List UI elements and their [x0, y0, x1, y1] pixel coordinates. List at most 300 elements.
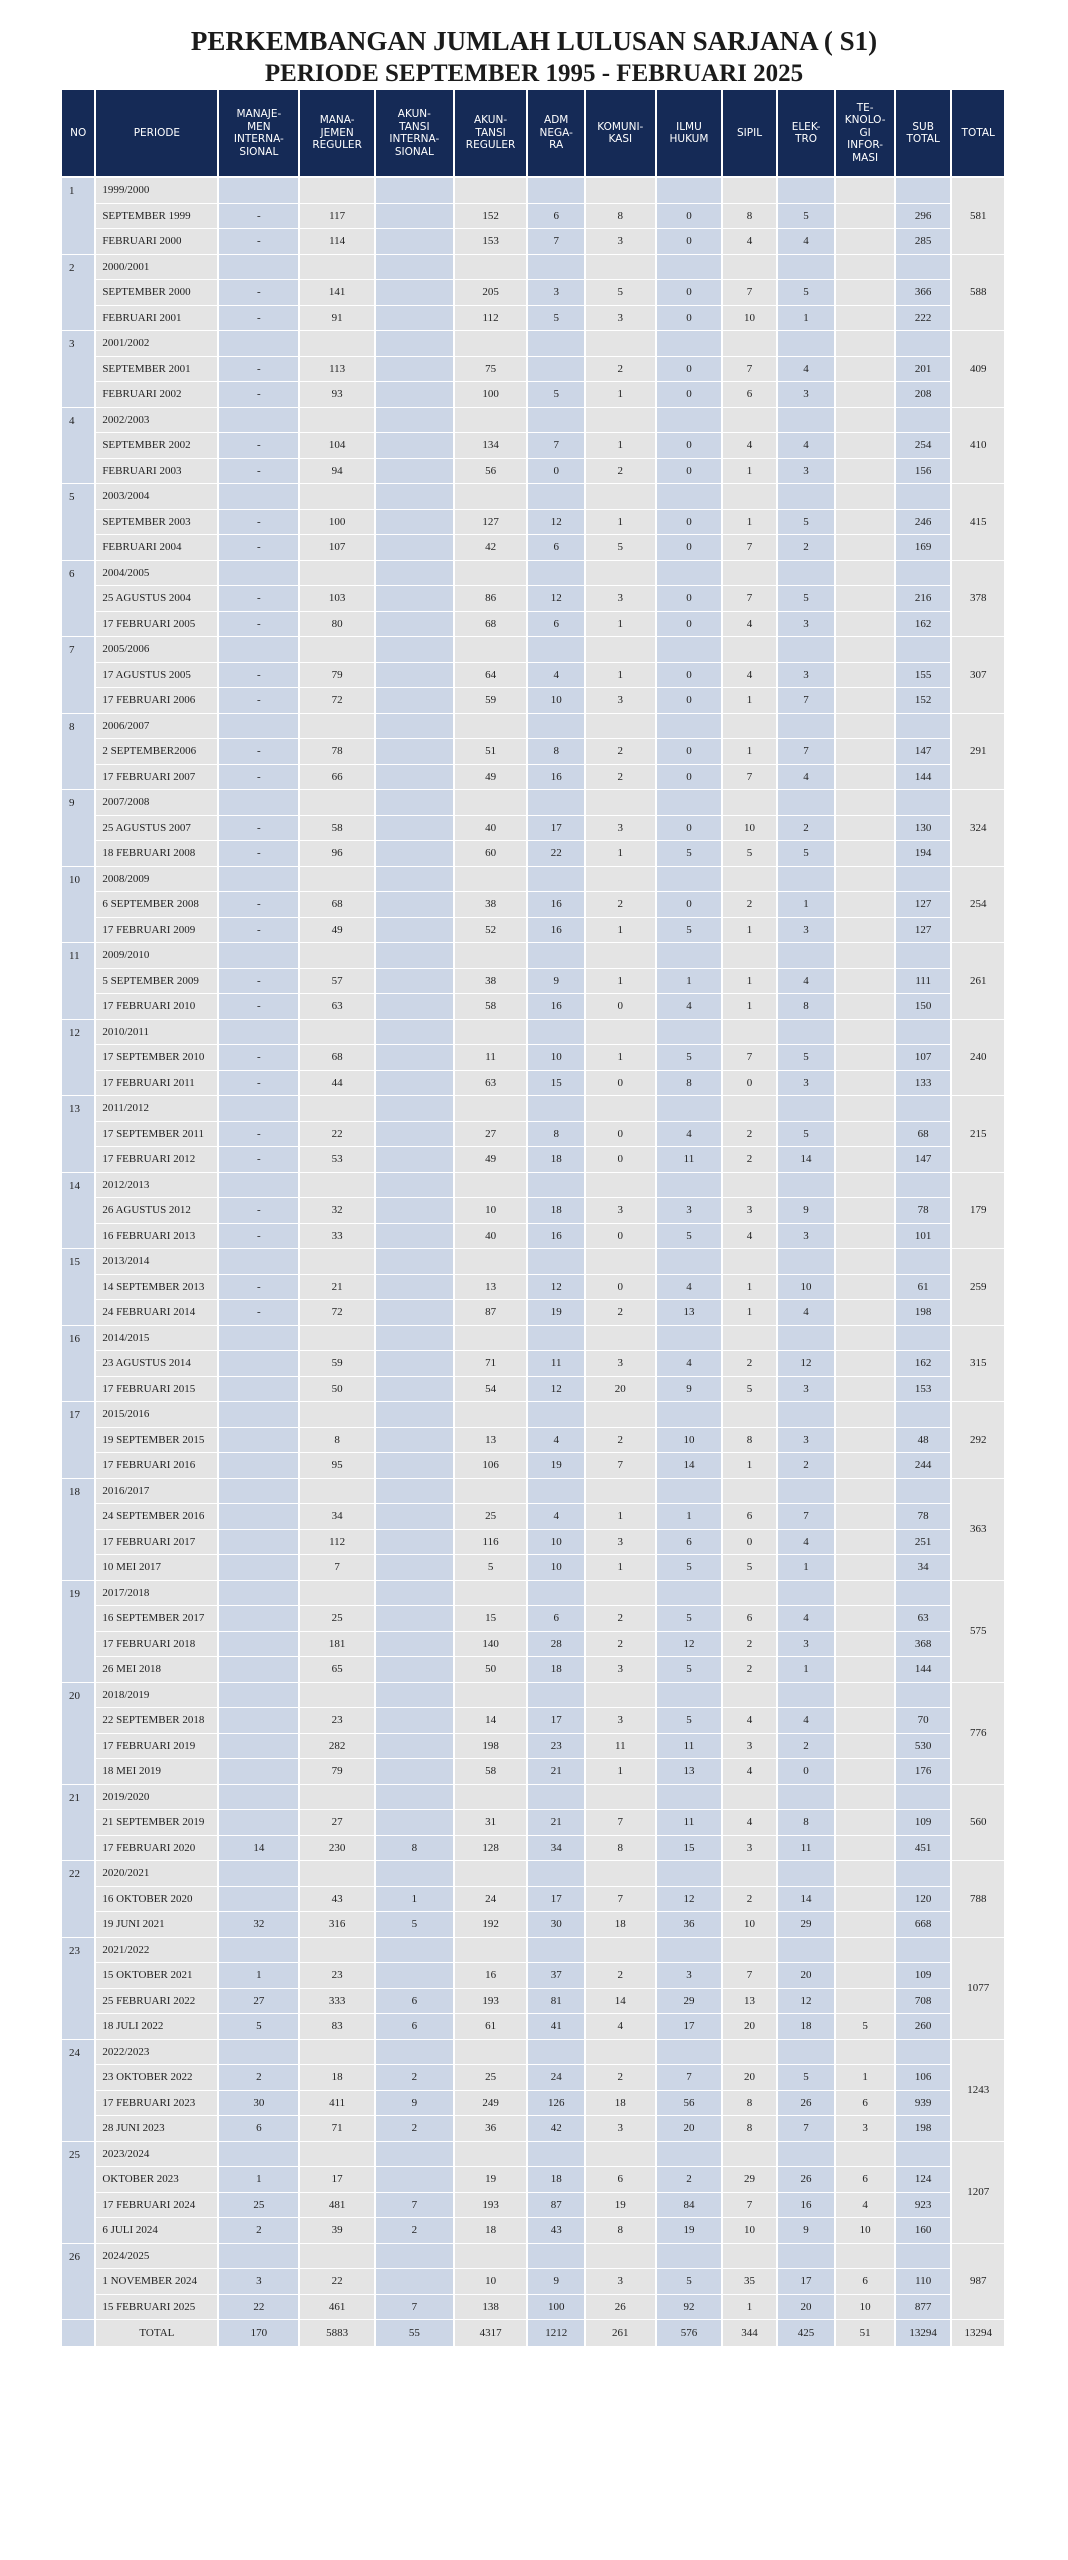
value-cell: 7	[299, 1555, 375, 1581]
year-total: 363	[951, 1478, 1005, 1580]
value-cell	[375, 1606, 454, 1632]
value-cell: 44	[299, 1070, 375, 1096]
value-cell: 1	[585, 968, 656, 994]
value-cell: 1	[375, 1886, 454, 1912]
value-cell	[454, 331, 528, 357]
value-cell: 198	[454, 1733, 528, 1759]
value-cell: 1	[585, 509, 656, 535]
value-cell	[835, 1274, 895, 1300]
period-label: 24 FEBRUARI 2014	[95, 1300, 218, 1326]
period-label: SEPTEMBER 2001	[95, 356, 218, 382]
value-cell	[375, 1963, 454, 1989]
grand-total-value: 4317	[454, 2320, 528, 2347]
row-number: 11	[62, 943, 95, 1020]
value-cell	[835, 382, 895, 408]
value-cell	[722, 1478, 777, 1504]
value-cell	[722, 1249, 777, 1275]
value-cell: 6	[835, 2090, 895, 2116]
value-cell	[585, 560, 656, 586]
value-cell: 1	[722, 968, 777, 994]
value-cell: 198	[895, 2116, 952, 2142]
value-cell: 7	[722, 764, 777, 790]
value-cell	[218, 1733, 299, 1759]
period-label: 26 MEI 2018	[95, 1657, 218, 1683]
value-cell: 2	[777, 535, 836, 561]
value-cell: 64	[454, 662, 528, 688]
value-cell	[375, 917, 454, 943]
value-cell: 155	[895, 662, 952, 688]
value-cell	[375, 1121, 454, 1147]
value-cell	[527, 713, 585, 739]
period-label: 6 SEPTEMBER 2008	[95, 892, 218, 918]
value-cell: 93	[299, 382, 375, 408]
year-total: 415	[951, 484, 1005, 561]
value-cell	[835, 994, 895, 1020]
value-cell: 13	[656, 1300, 723, 1326]
value-cell: 176	[895, 1759, 952, 1785]
value-cell: 3	[656, 1198, 723, 1224]
value-cell: -	[218, 1045, 299, 1071]
value-cell: 58	[299, 815, 375, 841]
value-cell: 52	[454, 917, 528, 943]
value-cell: 0	[722, 1070, 777, 1096]
value-cell	[895, 560, 952, 586]
value-cell: 5	[656, 1606, 723, 1632]
value-cell: -	[218, 739, 299, 765]
value-cell: 19	[527, 1453, 585, 1479]
period-label: 5 SEPTEMBER 2009	[95, 968, 218, 994]
value-cell: 208	[895, 382, 952, 408]
column-header: MANAJE- MEN INTERNA- SIONAL	[218, 90, 299, 177]
value-cell	[527, 637, 585, 663]
value-cell	[375, 1784, 454, 1810]
value-cell: 4	[777, 1529, 836, 1555]
value-cell: 4	[777, 1300, 836, 1326]
period-label: 19 SEPTEMBER 2015	[95, 1427, 218, 1453]
value-cell	[375, 1351, 454, 1377]
grand-total-sum: 13294	[951, 2320, 1005, 2347]
value-cell: 25	[454, 2065, 528, 2091]
value-cell: 0	[656, 662, 723, 688]
value-cell	[656, 2141, 723, 2167]
period-row	[62, 356, 1005, 382]
value-cell	[218, 254, 299, 280]
value-cell	[722, 1325, 777, 1351]
value-cell	[375, 739, 454, 765]
period-row	[62, 815, 1005, 841]
value-cell	[218, 1580, 299, 1606]
value-cell: 10	[656, 1427, 723, 1453]
value-cell	[454, 1325, 528, 1351]
value-cell: 193	[454, 2192, 528, 2218]
value-cell	[454, 1478, 528, 1504]
column-header: ILMU HUKUM	[656, 90, 723, 177]
value-cell	[895, 177, 952, 203]
value-cell	[375, 560, 454, 586]
value-cell	[835, 433, 895, 459]
value-cell	[585, 2141, 656, 2167]
value-cell: -	[218, 305, 299, 331]
value-cell	[835, 1682, 895, 1708]
value-cell	[218, 2141, 299, 2167]
period-label: 17 FEBRUARI 2020	[95, 1835, 218, 1861]
value-cell: 2	[722, 1886, 777, 1912]
value-cell	[656, 1682, 723, 1708]
value-cell: 37	[527, 1963, 585, 1989]
year-row	[62, 1784, 1005, 1810]
value-cell	[454, 1249, 528, 1275]
period-row	[62, 535, 1005, 561]
value-cell: 249	[454, 2090, 528, 2116]
value-cell	[218, 177, 299, 203]
value-cell	[299, 1172, 375, 1198]
value-cell: 87	[454, 1300, 528, 1326]
value-cell: 5	[777, 1121, 836, 1147]
value-cell	[218, 1810, 299, 1836]
value-cell: 29	[722, 2167, 777, 2193]
value-cell: 5	[527, 305, 585, 331]
period-label: 15 FEBRUARI 2025	[95, 2294, 218, 2320]
value-cell	[299, 1478, 375, 1504]
value-cell: 28	[527, 1631, 585, 1657]
period-label: 17 FEBRUARI 2016	[95, 1453, 218, 1479]
value-cell: 3	[585, 586, 656, 612]
value-cell	[835, 1886, 895, 1912]
year-total: 987	[951, 2243, 1005, 2320]
value-cell: 4	[722, 1223, 777, 1249]
value-cell	[722, 1096, 777, 1122]
row-number: 12	[62, 1019, 95, 1096]
value-cell	[218, 1019, 299, 1045]
value-cell	[218, 1937, 299, 1963]
value-cell: 2	[585, 1631, 656, 1657]
value-cell: 13	[656, 1759, 723, 1785]
value-cell	[454, 637, 528, 663]
value-cell: -	[218, 968, 299, 994]
value-cell	[218, 1682, 299, 1708]
value-cell: 10	[777, 1274, 836, 1300]
value-cell: 21	[527, 1759, 585, 1785]
value-cell	[835, 535, 895, 561]
value-cell	[375, 2243, 454, 2269]
value-cell	[656, 637, 723, 663]
value-cell: 127	[895, 892, 952, 918]
value-cell: 20	[722, 2014, 777, 2040]
value-cell	[218, 1529, 299, 1555]
value-cell	[375, 280, 454, 306]
value-cell: 8	[656, 1070, 723, 1096]
value-cell: 2	[585, 2065, 656, 2091]
value-cell	[375, 841, 454, 867]
value-cell: 32	[218, 1912, 299, 1938]
value-cell	[375, 1759, 454, 1785]
period-row	[62, 994, 1005, 1020]
value-cell: 104	[299, 433, 375, 459]
value-cell: 18	[585, 1912, 656, 1938]
value-cell: 4	[722, 229, 777, 255]
period-label: FEBRUARI 2004	[95, 535, 218, 561]
value-cell	[895, 713, 952, 739]
value-cell	[835, 1121, 895, 1147]
graduates-table	[62, 90, 1006, 2347]
value-cell: 668	[895, 1912, 952, 1938]
value-cell: 4	[777, 433, 836, 459]
row-number: 15	[62, 1249, 95, 1326]
value-cell: 12	[527, 1274, 585, 1300]
value-cell	[895, 407, 952, 433]
value-cell: 4	[722, 662, 777, 688]
value-cell: 106	[895, 2065, 952, 2091]
value-cell	[722, 1682, 777, 1708]
value-cell	[375, 2167, 454, 2193]
value-cell	[722, 560, 777, 586]
value-cell: 1	[722, 688, 777, 714]
value-cell	[527, 1580, 585, 1606]
value-cell	[835, 1937, 895, 1963]
period-row	[62, 2294, 1005, 2320]
year-row	[62, 866, 1005, 892]
value-cell: 49	[454, 1147, 528, 1173]
value-cell: 3	[585, 1351, 656, 1377]
value-cell: 5	[777, 203, 836, 229]
value-cell: 3	[777, 917, 836, 943]
period-label: SEPTEMBER 2002	[95, 433, 218, 459]
value-cell: 10	[722, 305, 777, 331]
value-cell	[218, 1708, 299, 1734]
value-cell: -	[218, 433, 299, 459]
value-cell: 6	[722, 1504, 777, 1530]
value-cell: 8	[722, 2090, 777, 2116]
column-header: ADM NEGA- RA	[527, 90, 585, 177]
value-cell: 8	[777, 1810, 836, 1836]
value-cell	[835, 1376, 895, 1402]
value-cell: 6	[835, 2269, 895, 2295]
academic-year: 2024/2025	[95, 2243, 218, 2269]
value-cell	[218, 943, 299, 969]
value-cell: 3	[585, 2116, 656, 2142]
value-cell	[218, 866, 299, 892]
value-cell: 112	[299, 1529, 375, 1555]
value-cell: 127	[454, 509, 528, 535]
value-cell: 22	[299, 2269, 375, 2295]
value-cell: 8	[375, 1835, 454, 1861]
value-cell	[375, 1147, 454, 1173]
value-cell: 2	[585, 1300, 656, 1326]
year-total: 1077	[951, 1937, 1005, 2039]
value-cell	[656, 560, 723, 586]
academic-year: 2019/2020	[95, 1784, 218, 1810]
grand-total-value: 51	[835, 2320, 895, 2347]
value-cell	[454, 943, 528, 969]
year-row	[62, 943, 1005, 969]
value-cell: 126	[527, 2090, 585, 2116]
value-cell	[218, 1504, 299, 1530]
value-cell: 63	[454, 1070, 528, 1096]
value-cell	[375, 1937, 454, 1963]
year-row	[62, 177, 1005, 203]
value-cell	[218, 1351, 299, 1377]
value-cell	[722, 2243, 777, 2269]
value-cell	[375, 1402, 454, 1428]
value-cell: -	[218, 1300, 299, 1326]
value-cell	[585, 790, 656, 816]
value-cell	[527, 560, 585, 586]
period-row	[62, 739, 1005, 765]
value-cell	[375, 1223, 454, 1249]
grand-total-row	[62, 2320, 1005, 2347]
value-cell: 18	[527, 1147, 585, 1173]
value-cell: 3	[777, 382, 836, 408]
value-cell: 10	[722, 2218, 777, 2244]
value-cell	[835, 1504, 895, 1530]
value-cell: 59	[299, 1351, 375, 1377]
value-cell	[454, 1580, 528, 1606]
value-cell: 10	[527, 688, 585, 714]
value-cell	[656, 1478, 723, 1504]
value-cell: -	[218, 1147, 299, 1173]
value-cell	[722, 1784, 777, 1810]
period-label: 17 FEBRUARI 2019	[95, 1733, 218, 1759]
value-cell: 4	[527, 662, 585, 688]
value-cell: 19	[656, 2218, 723, 2244]
value-cell	[375, 1631, 454, 1657]
value-cell	[375, 382, 454, 408]
value-cell: 2	[375, 2218, 454, 2244]
value-cell	[777, 560, 836, 586]
value-cell	[375, 1300, 454, 1326]
value-cell: 91	[299, 305, 375, 331]
period-row	[62, 1504, 1005, 1530]
value-cell: 5	[585, 535, 656, 561]
value-cell: 17	[299, 2167, 375, 2193]
value-cell: 230	[299, 1835, 375, 1861]
value-cell	[835, 1912, 895, 1938]
value-cell: 0	[777, 1759, 836, 1785]
value-cell: 1	[585, 611, 656, 637]
page-subtitle: PERIODE SEPTEMBER 1995 - FEBRUARI 2025	[264, 60, 804, 87]
value-cell: 251	[895, 1529, 952, 1555]
value-cell	[835, 1070, 895, 1096]
value-cell: 20	[777, 1963, 836, 1989]
value-cell: 3	[585, 1198, 656, 1224]
academic-year: 2023/2024	[95, 2141, 218, 2167]
value-cell	[895, 2039, 952, 2065]
value-cell: 4	[656, 1274, 723, 1300]
value-cell: 2	[218, 2065, 299, 2091]
value-cell: 17	[527, 815, 585, 841]
value-cell	[218, 1478, 299, 1504]
value-cell	[585, 1096, 656, 1122]
value-cell	[218, 2039, 299, 2065]
table-header-row	[62, 90, 1005, 177]
value-cell: 4	[656, 1121, 723, 1147]
value-cell	[835, 1402, 895, 1428]
value-cell: 162	[895, 611, 952, 637]
period-row	[62, 458, 1005, 484]
period-label: FEBRUARI 2003	[95, 458, 218, 484]
value-cell	[299, 637, 375, 663]
period-label: 17 FEBRUARI 2018	[95, 1631, 218, 1657]
value-cell	[527, 407, 585, 433]
value-cell: 3	[585, 1708, 656, 1734]
value-cell	[375, 535, 454, 561]
value-cell: 3	[527, 280, 585, 306]
value-cell	[375, 331, 454, 357]
value-cell: 7	[585, 1453, 656, 1479]
value-cell: 6	[375, 1988, 454, 2014]
grand-total-value: 13294	[895, 2320, 952, 2347]
value-cell: 27	[454, 1121, 528, 1147]
value-cell	[777, 1325, 836, 1351]
year-total: 291	[951, 713, 1005, 790]
value-cell	[895, 1784, 952, 1810]
value-cell: 10	[527, 1529, 585, 1555]
value-cell: 96	[299, 841, 375, 867]
value-cell: 5	[777, 586, 836, 612]
year-total: 307	[951, 637, 1005, 714]
value-cell: 1	[722, 739, 777, 765]
value-cell	[722, 866, 777, 892]
grand-total-value: 5883	[299, 2320, 375, 2347]
grand-total-value: 344	[722, 2320, 777, 2347]
value-cell: 3	[777, 662, 836, 688]
period-row	[62, 1988, 1005, 2014]
year-row	[62, 331, 1005, 357]
value-cell: 78	[895, 1504, 952, 1530]
value-cell: 120	[895, 1886, 952, 1912]
academic-year: 2021/2022	[95, 1937, 218, 1963]
grand-total-value: 425	[777, 2320, 836, 2347]
value-cell	[454, 2141, 528, 2167]
value-cell	[375, 994, 454, 1020]
value-cell: 54	[454, 1376, 528, 1402]
value-cell: 18	[585, 2090, 656, 2116]
value-cell: 61	[895, 1274, 952, 1300]
value-cell	[835, 2039, 895, 2065]
value-cell: 153	[895, 1376, 952, 1402]
value-cell: 87	[527, 2192, 585, 2218]
academic-year: 2018/2019	[95, 1682, 218, 1708]
value-cell	[299, 1682, 375, 1708]
value-cell	[527, 484, 585, 510]
period-row	[62, 1223, 1005, 1249]
period-row	[62, 586, 1005, 612]
value-cell	[777, 1784, 836, 1810]
value-cell: 14	[585, 1988, 656, 2014]
value-cell	[835, 1606, 895, 1632]
value-cell	[835, 1198, 895, 1224]
value-cell	[835, 1657, 895, 1683]
grand-total-value: 170	[218, 2320, 299, 2347]
value-cell: 1	[777, 1657, 836, 1683]
value-cell: 3	[585, 1657, 656, 1683]
value-cell	[895, 331, 952, 357]
value-cell	[722, 1580, 777, 1606]
value-cell: 7	[777, 1504, 836, 1530]
value-cell: 451	[895, 1835, 952, 1861]
value-cell: 59	[454, 688, 528, 714]
value-cell: 2	[585, 1963, 656, 1989]
value-cell: 3	[777, 611, 836, 637]
period-label: FEBRUARI 2000	[95, 229, 218, 255]
period-row	[62, 1810, 1005, 1836]
value-cell: 29	[777, 1912, 836, 1938]
row-number: 25	[62, 2141, 95, 2243]
value-cell: 138	[454, 2294, 528, 2320]
value-cell: 6	[722, 1606, 777, 1632]
value-cell	[895, 1861, 952, 1887]
year-total: 261	[951, 943, 1005, 1020]
